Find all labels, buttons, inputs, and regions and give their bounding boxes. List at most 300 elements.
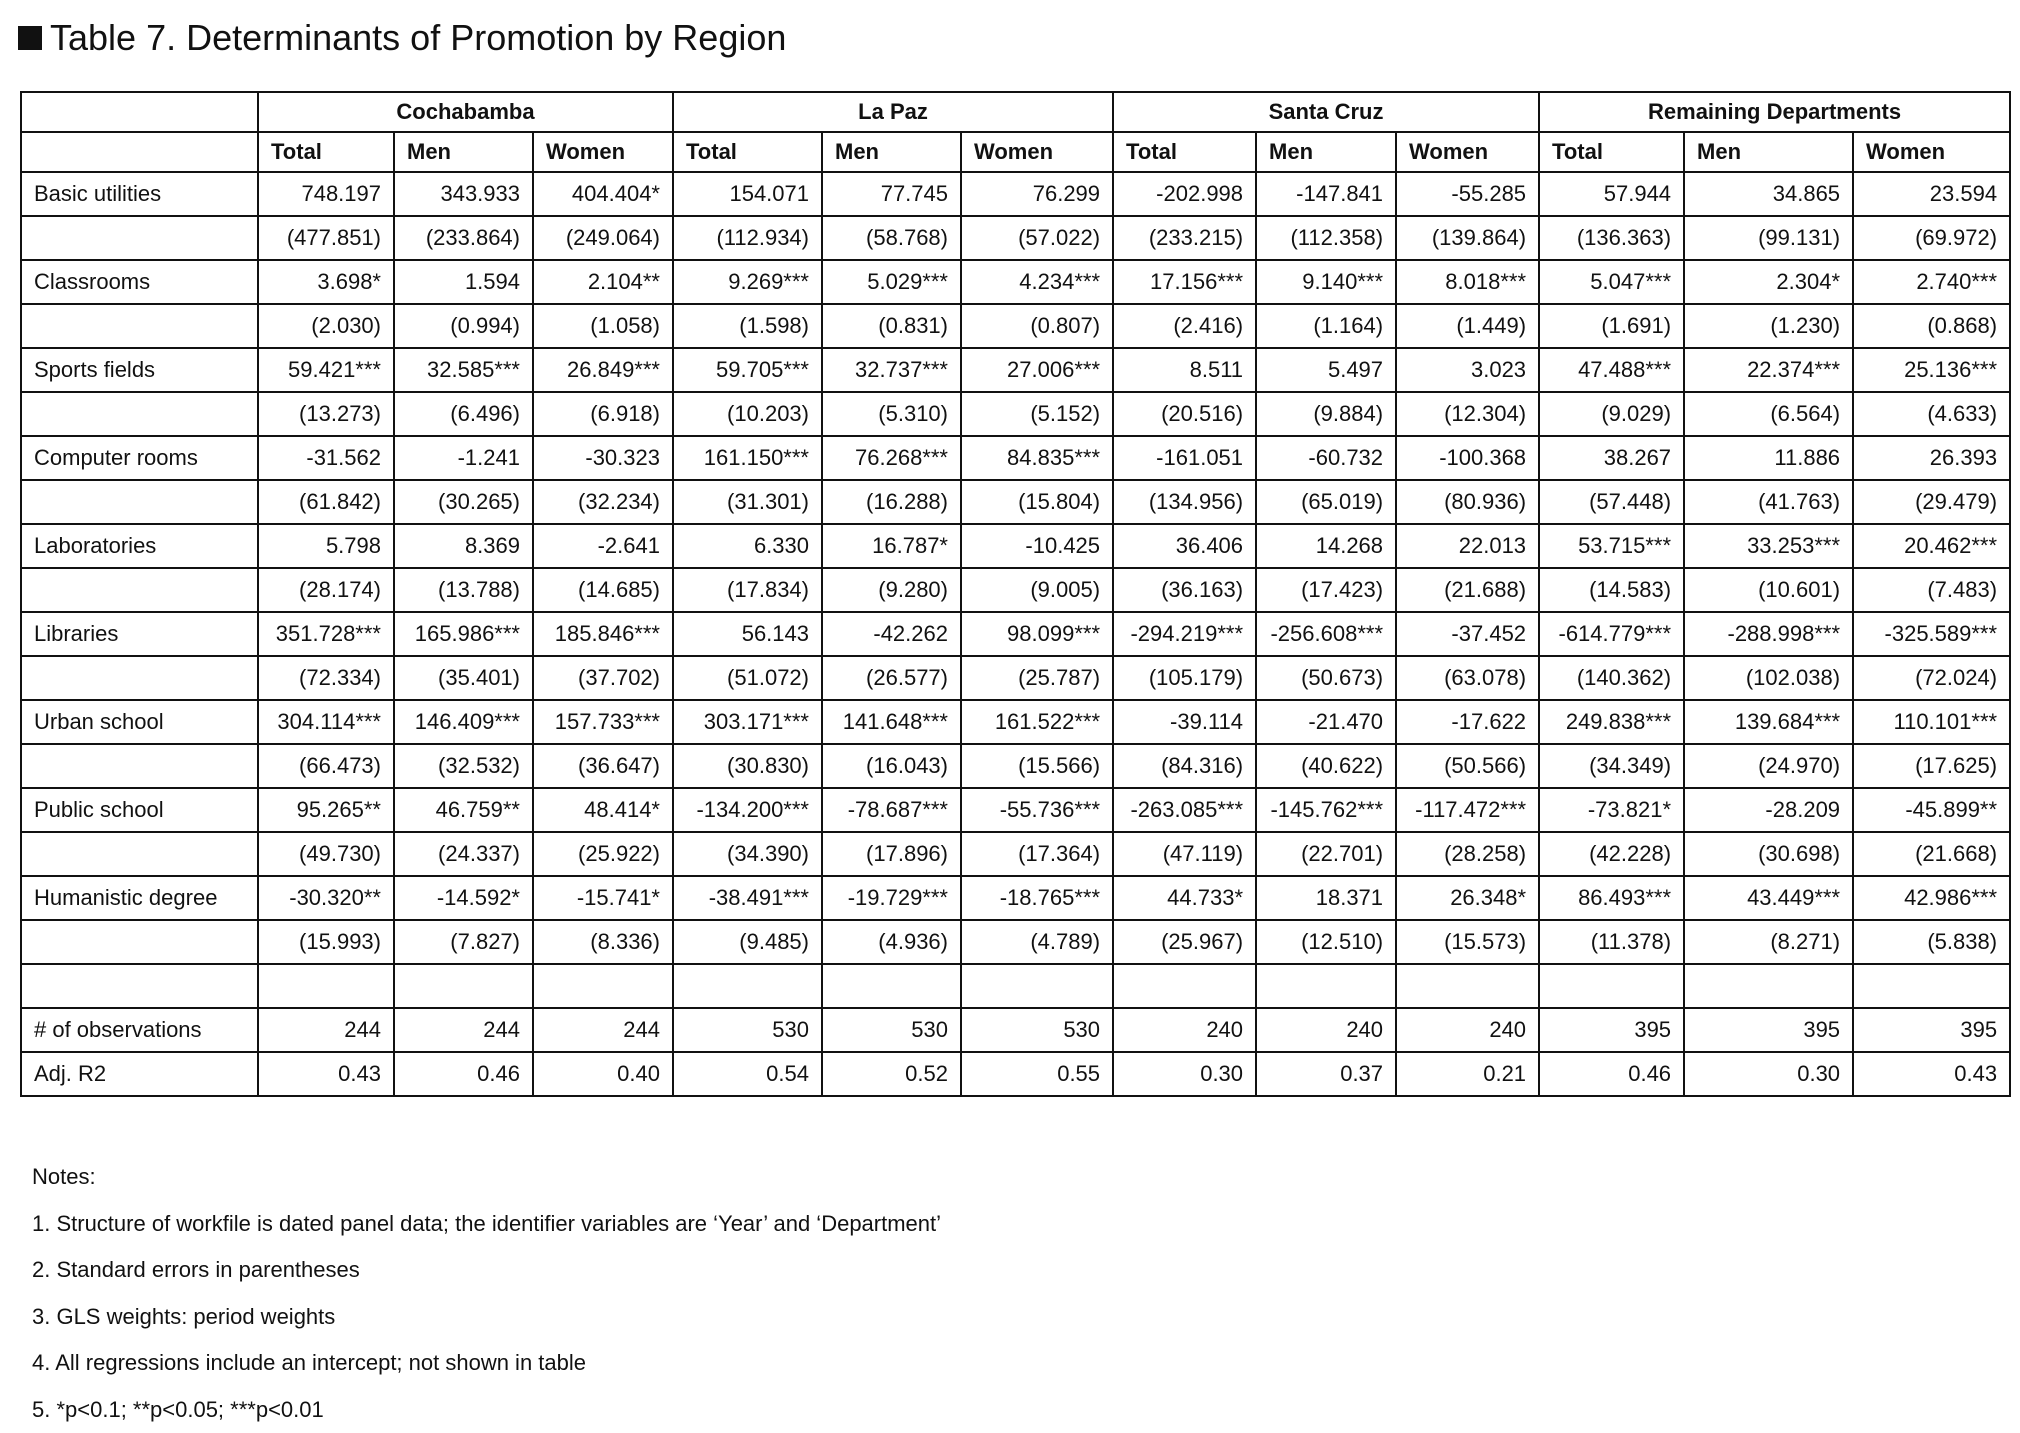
sub-header: Men	[394, 132, 533, 172]
table-cell: -1.241	[394, 436, 533, 480]
table-row	[21, 832, 2010, 876]
table-cell: (22.701)	[1256, 832, 1396, 876]
sub-header: Women	[1853, 132, 2010, 172]
table-cell: 53.715***	[1539, 524, 1684, 568]
table-cell: (12.510)	[1256, 920, 1396, 964]
sub-header: Total	[1113, 132, 1256, 172]
table-cell: 22.013	[1396, 524, 1539, 568]
table-cell: (47.119)	[1113, 832, 1256, 876]
table-cell: 32.737***	[822, 348, 961, 392]
group-header-la-paz: La Paz	[673, 92, 1113, 132]
table-cell: (6.564)	[1684, 392, 1853, 436]
table-cell: (0.868)	[1853, 304, 2010, 348]
table-cell: 1.594	[394, 260, 533, 304]
table-cell: (2.416)	[1113, 304, 1256, 348]
table-cell: (40.622)	[1256, 744, 1396, 788]
table-cell	[822, 964, 961, 1008]
table-cell: -256.608***	[1256, 612, 1396, 656]
table-cell: (1.058)	[533, 304, 673, 348]
table-cell: (37.702)	[533, 656, 673, 700]
table-cell: 36.406	[1113, 524, 1256, 568]
row-label	[21, 304, 258, 348]
table-cell: -39.114	[1113, 700, 1256, 744]
table-cell: 84.835***	[961, 436, 1113, 480]
table-cell: -73.821*	[1539, 788, 1684, 832]
table-cell: (30.265)	[394, 480, 533, 524]
note-line: 1. Structure of workfile is dated panel data; the identifier variables are ‘Year’ and ‘Department’	[32, 1201, 941, 1248]
table-cell: (30.830)	[673, 744, 822, 788]
table-cell: (1.164)	[1256, 304, 1396, 348]
sub-header: Women	[961, 132, 1113, 172]
table-cell: (5.152)	[961, 392, 1113, 436]
table-cell: 343.933	[394, 172, 533, 216]
table-cell: 395	[1539, 1008, 1684, 1052]
table-cell: (5.310)	[822, 392, 961, 436]
corner-cell	[21, 92, 258, 132]
table-cell: 33.253***	[1684, 524, 1853, 568]
table-cell: 244	[394, 1008, 533, 1052]
row-label: Basic utilities	[21, 172, 258, 216]
table-cell: -42.262	[822, 612, 961, 656]
table-cell: 16.787*	[822, 524, 961, 568]
table-cell: (477.851)	[258, 216, 394, 260]
table-cell: -325.589***	[1853, 612, 2010, 656]
group-header-cochabamba: Cochabamba	[258, 92, 673, 132]
table-cell: 34.865	[1684, 172, 1853, 216]
table-cell: (66.473)	[258, 744, 394, 788]
table-cell: (32.532)	[394, 744, 533, 788]
row-label	[21, 216, 258, 260]
table-cell: 20.462***	[1853, 524, 2010, 568]
table-cell	[258, 964, 394, 1008]
sub-header-corner	[21, 132, 258, 172]
regression-table	[20, 91, 2011, 1097]
table-cell: -614.779***	[1539, 612, 1684, 656]
table-row	[21, 700, 2010, 744]
table-cell: 0.37	[1256, 1052, 1396, 1096]
table-cell: 44.733*	[1113, 876, 1256, 920]
table-cell: -263.085***	[1113, 788, 1256, 832]
table-cell: (7.483)	[1853, 568, 2010, 612]
table-cell: 3.698*	[258, 260, 394, 304]
table-cell: -17.622	[1396, 700, 1539, 744]
table-cell: 95.265**	[258, 788, 394, 832]
table-cell: (34.390)	[673, 832, 822, 876]
table-cell: (51.072)	[673, 656, 822, 700]
table-cell: 42.986***	[1853, 876, 2010, 920]
table-cell: 38.267	[1539, 436, 1684, 480]
table-cell: 0.46	[394, 1052, 533, 1096]
table-cell: (69.972)	[1853, 216, 2010, 260]
table-cell: 110.101***	[1853, 700, 2010, 744]
table-cell: (13.273)	[258, 392, 394, 436]
sub-header-row	[21, 132, 2010, 172]
table-row	[21, 260, 2010, 304]
table-cell: -28.209	[1684, 788, 1853, 832]
table-cell: 17.156***	[1113, 260, 1256, 304]
table-cell: 304.114***	[258, 700, 394, 744]
table-cell: 530	[822, 1008, 961, 1052]
table-cell: 530	[673, 1008, 822, 1052]
table-cell: (17.834)	[673, 568, 822, 612]
table-cell: 240	[1256, 1008, 1396, 1052]
table-row	[21, 964, 2010, 1008]
table-cell	[394, 964, 533, 1008]
table-cell: (21.688)	[1396, 568, 1539, 612]
table-cell: 77.745	[822, 172, 961, 216]
table-cell: 2.104**	[533, 260, 673, 304]
table-cell: 530	[961, 1008, 1113, 1052]
table-cell: (1.691)	[1539, 304, 1684, 348]
table-cell: -30.320**	[258, 876, 394, 920]
table-cell: 43.449***	[1684, 876, 1853, 920]
table-cell: 404.404*	[533, 172, 673, 216]
table-cell: 146.409***	[394, 700, 533, 744]
table-cell: (65.019)	[1256, 480, 1396, 524]
table-cell: (7.827)	[394, 920, 533, 964]
table-cell: (10.203)	[673, 392, 822, 436]
table-cell: 0.43	[258, 1052, 394, 1096]
table-row	[21, 348, 2010, 392]
table-cell	[1539, 964, 1684, 1008]
table-cell: (49.730)	[258, 832, 394, 876]
table-cell: 2.740***	[1853, 260, 2010, 304]
table-cell: (6.496)	[394, 392, 533, 436]
table-cell: (112.358)	[1256, 216, 1396, 260]
table-cell: (1.230)	[1684, 304, 1853, 348]
table-cell: (63.078)	[1396, 656, 1539, 700]
table-row	[21, 920, 2010, 964]
table-cell: 76.299	[961, 172, 1113, 216]
table-cell: 6.330	[673, 524, 822, 568]
table-cell: -21.470	[1256, 700, 1396, 744]
table-cell: (8.271)	[1684, 920, 1853, 964]
table-cell: -55.285	[1396, 172, 1539, 216]
table-cell: (140.362)	[1539, 656, 1684, 700]
table-cell: 86.493***	[1539, 876, 1684, 920]
table-cell: (139.864)	[1396, 216, 1539, 260]
table-cell: -10.425	[961, 524, 1113, 568]
table-cell: 0.46	[1539, 1052, 1684, 1096]
table-cell: (17.364)	[961, 832, 1113, 876]
table-cell: -37.452	[1396, 612, 1539, 656]
table-cell: -147.841	[1256, 172, 1396, 216]
table-cell: 26.393	[1853, 436, 2010, 480]
table-cell: 303.171***	[673, 700, 822, 744]
table-cell: -45.899**	[1853, 788, 2010, 832]
table-cell: (28.258)	[1396, 832, 1539, 876]
table-cell: -38.491***	[673, 876, 822, 920]
table-cell: (29.479)	[1853, 480, 2010, 524]
table-cell: (12.304)	[1396, 392, 1539, 436]
row-label: Humanistic degree	[21, 876, 258, 920]
row-label	[21, 832, 258, 876]
note-line: 2. Standard errors in parentheses	[32, 1247, 941, 1294]
table-cell: (57.448)	[1539, 480, 1684, 524]
table-cell: 56.143	[673, 612, 822, 656]
table-cell: 18.371	[1256, 876, 1396, 920]
table-cell: 4.234***	[961, 260, 1113, 304]
table-cell: -14.592*	[394, 876, 533, 920]
table-cell: -117.472***	[1396, 788, 1539, 832]
table-cell: 8.018***	[1396, 260, 1539, 304]
table-cell: 157.733***	[533, 700, 673, 744]
table-cell: (26.577)	[822, 656, 961, 700]
table-cell: 76.268***	[822, 436, 961, 480]
table-cell: (134.956)	[1113, 480, 1256, 524]
table-cell: (15.993)	[258, 920, 394, 964]
table-cell: -161.051	[1113, 436, 1256, 480]
table-cell: 0.30	[1113, 1052, 1256, 1096]
table-cell: (58.768)	[822, 216, 961, 260]
group-header-remaining-departments: Remaining Departments	[1539, 92, 2010, 132]
table-cell: (36.647)	[533, 744, 673, 788]
table-cell: (25.967)	[1113, 920, 1256, 964]
note-line: 3. GLS weights: period weights	[32, 1294, 941, 1341]
table-cell: (6.918)	[533, 392, 673, 436]
row-label: Urban school	[21, 700, 258, 744]
table-cell: (249.064)	[533, 216, 673, 260]
table-cell: (17.625)	[1853, 744, 2010, 788]
table-cell: 46.759**	[394, 788, 533, 832]
table-cell: (102.038)	[1684, 656, 1853, 700]
table-row	[21, 304, 2010, 348]
table-cell: (21.668)	[1853, 832, 2010, 876]
table-cell: 48.414*	[533, 788, 673, 832]
table-cell: (28.174)	[258, 568, 394, 612]
row-label: Laboratories	[21, 524, 258, 568]
table-cell: (233.864)	[394, 216, 533, 260]
table-cell: 26.348*	[1396, 876, 1539, 920]
table-cell: (25.787)	[961, 656, 1113, 700]
table-row	[21, 1008, 2010, 1052]
table-cell: (0.807)	[961, 304, 1113, 348]
row-label: Classrooms	[21, 260, 258, 304]
table-cell: (72.334)	[258, 656, 394, 700]
table-cell: 11.886	[1684, 436, 1853, 480]
page-title	[18, 14, 786, 62]
table-cell: 59.421***	[258, 348, 394, 392]
table-cell: (8.336)	[533, 920, 673, 964]
table-cell: 5.029***	[822, 260, 961, 304]
table-cell: 14.268	[1256, 524, 1396, 568]
sub-header: Men	[1684, 132, 1853, 172]
table-cell: (2.030)	[258, 304, 394, 348]
table-cell: 0.30	[1684, 1052, 1853, 1096]
table-cell: (0.831)	[822, 304, 961, 348]
table-cell: 139.684***	[1684, 700, 1853, 744]
table-row	[21, 744, 2010, 788]
table-cell: 395	[1853, 1008, 2010, 1052]
table-cell: (0.994)	[394, 304, 533, 348]
table-row	[21, 436, 2010, 480]
row-label	[21, 656, 258, 700]
sub-header: Men	[1256, 132, 1396, 172]
table-cell: (57.022)	[961, 216, 1113, 260]
table-cell: (9.280)	[822, 568, 961, 612]
table-cell: (31.301)	[673, 480, 822, 524]
table-cell	[961, 964, 1113, 1008]
table-cell: (35.401)	[394, 656, 533, 700]
table-row	[21, 216, 2010, 260]
group-header-row	[21, 92, 2010, 132]
table-cell: (9.005)	[961, 568, 1113, 612]
table-cell: -145.762***	[1256, 788, 1396, 832]
table-row	[21, 788, 2010, 832]
table-cell: 22.374***	[1684, 348, 1853, 392]
table-cell: (11.378)	[1539, 920, 1684, 964]
sub-header: Women	[533, 132, 673, 172]
table-cell: (14.685)	[533, 568, 673, 612]
table-cell: -19.729***	[822, 876, 961, 920]
table-cell	[1396, 964, 1539, 1008]
notes-heading: Notes:	[32, 1154, 941, 1201]
table-cell: 8.369	[394, 524, 533, 568]
sub-header: Total	[673, 132, 822, 172]
table-cell: (25.922)	[533, 832, 673, 876]
table-cell: -78.687***	[822, 788, 961, 832]
table-cell: (99.131)	[1684, 216, 1853, 260]
table-cell: (15.573)	[1396, 920, 1539, 964]
sub-header: Men	[822, 132, 961, 172]
table-cell: 98.099***	[961, 612, 1113, 656]
table-cell: (72.024)	[1853, 656, 2010, 700]
table-row	[21, 1052, 2010, 1096]
table-row	[21, 480, 2010, 524]
table-cell	[1684, 964, 1853, 1008]
table-cell: 240	[1113, 1008, 1256, 1052]
table-cell: 2.304*	[1684, 260, 1853, 304]
table-cell: 161.522***	[961, 700, 1113, 744]
table-cell: 244	[533, 1008, 673, 1052]
table-cell: (16.043)	[822, 744, 961, 788]
table-cell: -15.741*	[533, 876, 673, 920]
table-cell: 8.511	[1113, 348, 1256, 392]
table-row	[21, 392, 2010, 436]
row-label: Public school	[21, 788, 258, 832]
table-cell: 161.150***	[673, 436, 822, 480]
table-cell: 0.55	[961, 1052, 1113, 1096]
row-label	[21, 392, 258, 436]
table-cell: (15.566)	[961, 744, 1113, 788]
table-cell: 0.54	[673, 1052, 822, 1096]
table-cell: -100.368	[1396, 436, 1539, 480]
row-label: Adj. R2	[21, 1052, 258, 1096]
table-cell: 0.43	[1853, 1052, 2010, 1096]
table-row	[21, 612, 2010, 656]
table-row	[21, 524, 2010, 568]
table-cell: -288.998***	[1684, 612, 1853, 656]
table-cell: -134.200***	[673, 788, 822, 832]
table-cell: (36.163)	[1113, 568, 1256, 612]
table-cell: 5.798	[258, 524, 394, 568]
table-cell: (5.838)	[1853, 920, 2010, 964]
table-row	[21, 876, 2010, 920]
table-cell: (41.763)	[1684, 480, 1853, 524]
table-cell: (4.633)	[1853, 392, 2010, 436]
table-cell: -2.641	[533, 524, 673, 568]
table-cell: 59.705***	[673, 348, 822, 392]
row-label	[21, 568, 258, 612]
table-cell: (10.601)	[1684, 568, 1853, 612]
table-cell: 26.849***	[533, 348, 673, 392]
table-cell: 23.594	[1853, 172, 2010, 216]
table-cell	[1853, 964, 2010, 1008]
table-cell: (4.936)	[822, 920, 961, 964]
table-cell: (34.349)	[1539, 744, 1684, 788]
table-row	[21, 172, 2010, 216]
table-cell: (42.228)	[1539, 832, 1684, 876]
table-cell: (9.029)	[1539, 392, 1684, 436]
table-cell: 240	[1396, 1008, 1539, 1052]
table-cell: 395	[1684, 1008, 1853, 1052]
table-cell: (112.934)	[673, 216, 822, 260]
table-cell: (1.449)	[1396, 304, 1539, 348]
table-cell: -55.736***	[961, 788, 1113, 832]
table-cell: (105.179)	[1113, 656, 1256, 700]
table-cell: (233.215)	[1113, 216, 1256, 260]
table-cell: (50.673)	[1256, 656, 1396, 700]
table-cell: 0.21	[1396, 1052, 1539, 1096]
table-cell: (136.363)	[1539, 216, 1684, 260]
table-cell: (16.288)	[822, 480, 961, 524]
table-cell: 244	[258, 1008, 394, 1052]
table-cell: 27.006***	[961, 348, 1113, 392]
table-cell: (30.698)	[1684, 832, 1853, 876]
table-cell: (17.896)	[822, 832, 961, 876]
sub-header: Total	[258, 132, 394, 172]
table-cell: 5.497	[1256, 348, 1396, 392]
table-cell: (20.516)	[1113, 392, 1256, 436]
table-cell: -18.765***	[961, 876, 1113, 920]
table-cell: 32.585***	[394, 348, 533, 392]
table-cell: 57.944	[1539, 172, 1684, 216]
table-cell	[1256, 964, 1396, 1008]
table-cell	[1113, 964, 1256, 1008]
table-cell: 25.136***	[1853, 348, 2010, 392]
table-cell: 165.986***	[394, 612, 533, 656]
group-header-santa-cruz: Santa Cruz	[1113, 92, 1539, 132]
table-cell	[533, 964, 673, 1008]
row-label	[21, 744, 258, 788]
table-cell: (80.936)	[1396, 480, 1539, 524]
table-cell: (1.598)	[673, 304, 822, 348]
note-line: 4. All regressions include an intercept; not shown in table	[32, 1340, 941, 1387]
table-cell: (9.485)	[673, 920, 822, 964]
sub-header: Total	[1539, 132, 1684, 172]
row-label	[21, 480, 258, 524]
table-cell: (50.566)	[1396, 744, 1539, 788]
table-cell: 185.846***	[533, 612, 673, 656]
table-cell: 249.838***	[1539, 700, 1684, 744]
table-body	[21, 172, 2010, 1096]
table-cell: 0.40	[533, 1052, 673, 1096]
table-cell: (84.316)	[1113, 744, 1256, 788]
table-cell: -60.732	[1256, 436, 1396, 480]
table-cell: 9.269***	[673, 260, 822, 304]
table-cell: 3.023	[1396, 348, 1539, 392]
row-label: Sports fields	[21, 348, 258, 392]
row-label	[21, 920, 258, 964]
table-cell: -202.998	[1113, 172, 1256, 216]
table-cell: (14.583)	[1539, 568, 1684, 612]
table-cell: 0.52	[822, 1052, 961, 1096]
table-cell: 154.071	[673, 172, 822, 216]
table-cell: -31.562	[258, 436, 394, 480]
table-cell: (32.234)	[533, 480, 673, 524]
table-cell: 47.488***	[1539, 348, 1684, 392]
row-label: Libraries	[21, 612, 258, 656]
